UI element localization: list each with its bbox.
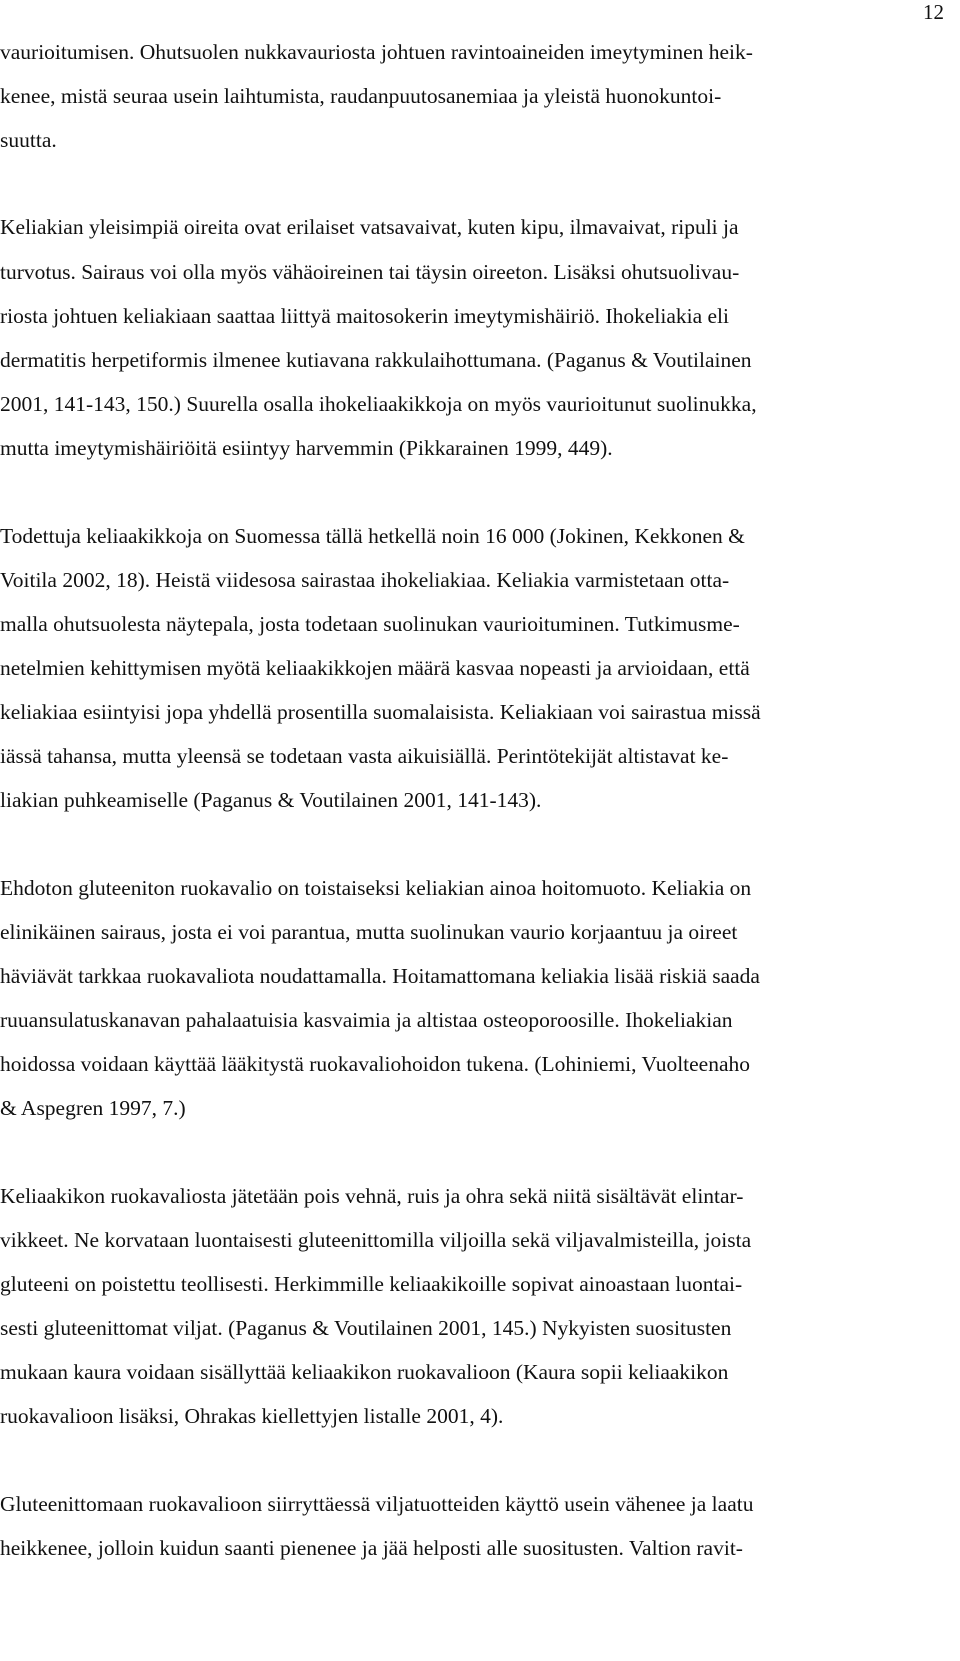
text-line: hoidossa voidaan käyttää lääkitystä ruokavaliohoidon tukena. (Lohiniemi, Vuolteenaho [0, 1052, 751, 1076]
text-line: sesti gluteenittomat viljat. (Paganus & Voutilainen 2001, 145.) Nykyisten suositusten [0, 1316, 732, 1340]
text-line: vikkeet. Ne korvataan luontaisesti gluteenittomilla viljoilla sekä viljavalmisteilla, joista [0, 1228, 752, 1252]
text-line: ruokavalioon lisäksi, Ohrakas kiellettyjen listalle 2001, 4). [0, 1404, 504, 1428]
text-line: Keliakian yleisimpiä oireita ovat erilaiset vatsavaivat, kuten kipu, ilmavaivat, ripuli ja [0, 215, 739, 239]
text-line: Gluteenittomaan ruokavalioon siirryttäessä viljatuotteiden käyttö usein vähenee ja laatu [0, 1492, 754, 1516]
text-line: & Aspegren 1997, 7.) [0, 1096, 186, 1120]
text-line: turvotus. Sairaus voi olla myös vähäoireinen tai täysin oireeton. Lisäksi ohutsuolivau- [0, 260, 740, 284]
text-line: Keliaakikon ruokavaliosta jätetään pois vehnä, ruis ja ohra sekä niitä sisältävät elintar- [0, 1184, 744, 1208]
text-line: elinikäinen sairaus, josta ei voi parantua, mutta suolinukan vaurio korjaantuu ja oireet [0, 920, 738, 944]
text-line: mukaan kaura voidaan sisällyttää keliaakikon ruokavalioon (Kaura sopii keliaakikon [0, 1360, 729, 1384]
text-line: riosta johtuen keliakiaan saattaa liittyä maitosokerin imeytymishäiriö. Ihokeliakia eli [0, 304, 729, 328]
text-line: 2001, 141-143, 150.) Suurella osalla ihokeliaakikkoja on myös vaurioitunut suolinukka, [0, 392, 757, 416]
text-line: häviävät tarkkaa ruokavaliota noudattamalla. Hoitamattomana keliakia lisää riskiä saada [0, 964, 760, 988]
text-line: dermatitis herpetiformis ilmenee kutiavana rakkulaihottumana. (Paganus & Voutilainen [0, 348, 752, 372]
page-number: 12 [923, 0, 944, 24]
text-line: keliakiaa esiintyisi jopa yhdellä prosentilla suomalaisista. Keliakiaan voi sairastua missä [0, 700, 761, 724]
text-line: netelmien kehittymisen myötä keliaakikkojen määrä kasvaa nopeasti ja arvioidaan, että [0, 656, 750, 680]
text-line: malla ohutsuolesta näytepala, josta todetaan suolinukan vaurioituminen. Tutkimusme- [0, 612, 740, 636]
text-line: iässä tahansa, mutta yleensä se todetaan vasta aikuisiällä. Perintötekijät altistavat ke- [0, 744, 729, 768]
text-line: ruuansulatuskanavan pahalaatuisia kasvaimia ja altistaa osteoporoosille. Ihokeliakian [0, 1008, 733, 1032]
text-line: liakian puhkeamiselle (Paganus & Voutilainen 2001, 141-143). [0, 788, 542, 812]
text-line: Todettuja keliaakikkoja on Suomessa tällä hetkellä noin 16 000 (Jokinen, Kekkonen & [0, 524, 745, 548]
text-line: mutta imeytymishäiriöitä esiintyy harvemmin (Pikkarainen 1999, 449). [0, 436, 613, 460]
text-line: Ehdoton gluteeniton ruokavalio on toistaiseksi keliakian ainoa hoitomuoto. Keliakia on [0, 876, 752, 900]
text-line: Voitila 2002, 18). Heistä viidesosa sairastaa ihokeliakiaa. Keliakia varmistetaan otta- [0, 568, 730, 592]
text-line: gluteeni on poistettu teollisesti. Herkimmille keliaakikoille sopivat ainoastaan luontai- [0, 1272, 743, 1296]
text-line: heikkenee, jolloin kuidun saanti pienenee ja jää helposti alle suositusten. Valtion ravit- [0, 1536, 743, 1560]
text-line: kenee, mistä seuraa usein laihtumista, raudanpuutosanemiaa ja yleistä huonokuntoi- [0, 84, 722, 108]
text-line: suutta. [0, 128, 57, 152]
text-line: vaurioitumisen. Ohutsuolen nukkavauriosta johtuen ravintoaineiden imeytyminen heik- [0, 40, 753, 64]
